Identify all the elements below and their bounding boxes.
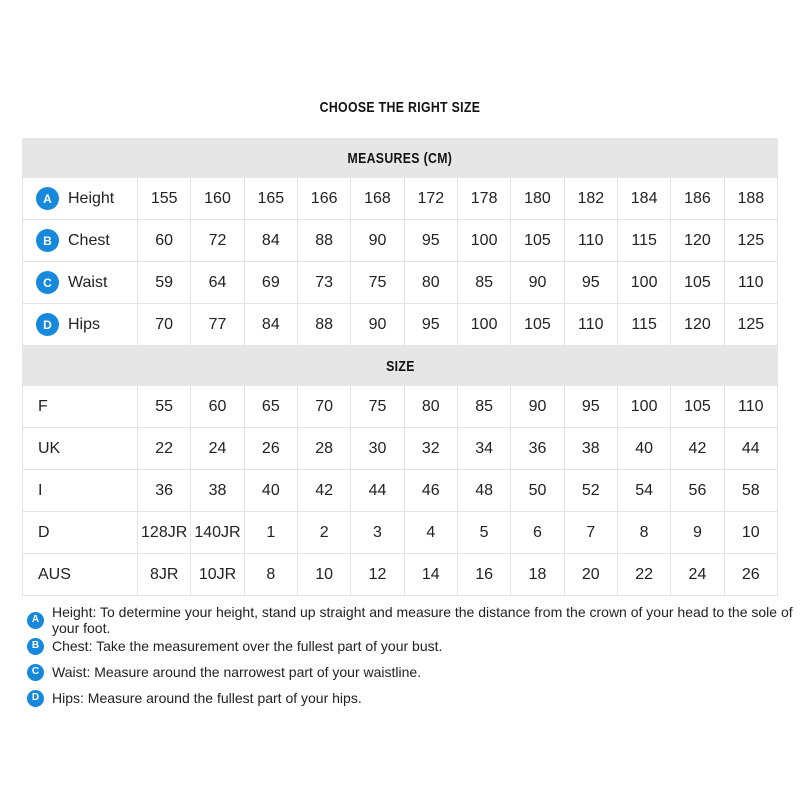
table-cell: 105 (511, 304, 564, 346)
table-row-i (23, 470, 778, 512)
table-cell: 90 (511, 262, 564, 304)
table-cell: 180 (511, 178, 564, 220)
table-cell: 10 (297, 554, 350, 596)
table-cell: 172 (404, 178, 457, 220)
row-label-cell (23, 220, 138, 262)
size-guide-tables (22, 138, 778, 596)
table-cell: 8JR (138, 554, 191, 596)
table-cell: 178 (457, 178, 510, 220)
table-cell: 95 (404, 220, 457, 262)
page-title (0, 0, 800, 115)
row-label-cell (23, 262, 138, 304)
table-cell: 14 (404, 554, 457, 596)
table-row-aus (23, 554, 778, 596)
table-cell: 165 (244, 178, 297, 220)
table-cell: 18 (511, 554, 564, 596)
table-cell: 54 (617, 470, 670, 512)
table-cell: 95 (404, 304, 457, 346)
table-cell: 80 (404, 386, 457, 428)
footnote-text: Hips: Measure around the fullest part of your hips. (52, 690, 362, 706)
table-cell: 44 (351, 470, 404, 512)
row-label-cell (23, 512, 138, 554)
table-cell: 22 (138, 428, 191, 470)
table-cell: 64 (191, 262, 244, 304)
table-cell: 2 (297, 512, 350, 554)
table-row-waist (23, 262, 778, 304)
size-header-text: SIZE (385, 357, 415, 375)
table-cell: 60 (138, 220, 191, 262)
table-cell: 46 (404, 470, 457, 512)
table-cell: 120 (671, 220, 724, 262)
footnote-waist (27, 659, 800, 685)
size-table-header (23, 347, 778, 386)
table-cell: 38 (564, 428, 617, 470)
badge-c-icon: C (36, 271, 59, 294)
table-cell: 95 (564, 386, 617, 428)
row-label-cell (23, 470, 138, 512)
row-label: UK (38, 439, 61, 457)
table-cell: 84 (244, 220, 297, 262)
page-title-text: CHOOSE THE RIGHT SIZE (319, 99, 481, 116)
table-cell: 30 (351, 428, 404, 470)
row-label-cell (23, 386, 138, 428)
table-cell: 70 (297, 386, 350, 428)
table-cell: 22 (617, 554, 670, 596)
table-cell: 115 (617, 304, 670, 346)
table-cell: 59 (138, 262, 191, 304)
table-cell: 9 (671, 512, 724, 554)
table-cell: 26 (724, 554, 777, 596)
table-cell: 5 (457, 512, 510, 554)
table-cell: 75 (351, 386, 404, 428)
badge-a-icon: A (36, 187, 59, 210)
table-cell: 128JR (138, 512, 191, 554)
measures-header-text: MEASURES (CM) (347, 149, 453, 167)
row-label: Chest (68, 231, 110, 249)
table-cell: 100 (617, 386, 670, 428)
table-cell: 110 (564, 304, 617, 346)
table-cell: 40 (617, 428, 670, 470)
table-cell: 75 (351, 262, 404, 304)
row-label: Height (68, 189, 115, 207)
footnote-text: Chest: Take the measurement over the fullest part of your bust. (52, 638, 443, 654)
table-cell: 100 (457, 220, 510, 262)
table-cell: 105 (671, 386, 724, 428)
table-cell: 110 (724, 386, 777, 428)
row-label: F (38, 397, 48, 415)
table-cell: 10 (724, 512, 777, 554)
footnote-text: Waist: Measure around the narrowest part of your waistline. (52, 664, 422, 680)
table-cell: 48 (457, 470, 510, 512)
table-row-chest (23, 220, 778, 262)
row-label-cell (23, 428, 138, 470)
row-label: Waist (68, 273, 108, 291)
table-cell: 105 (671, 262, 724, 304)
table-row-uk (23, 428, 778, 470)
table-cell: 90 (511, 386, 564, 428)
row-label-cell (23, 554, 138, 596)
measures-header-row (23, 139, 778, 178)
table-cell: 12 (351, 554, 404, 596)
table-cell: 24 (671, 554, 724, 596)
table-cell: 166 (297, 178, 350, 220)
table-cell: 50 (511, 470, 564, 512)
row-label: AUS (38, 565, 71, 583)
table-cell: 42 (297, 470, 350, 512)
badge-b-icon: B (27, 638, 44, 655)
table-cell: 40 (244, 470, 297, 512)
table-cell: 24 (191, 428, 244, 470)
badge-c-icon: C (27, 664, 44, 681)
size-header-row (23, 347, 778, 386)
footnote-chest (27, 633, 800, 659)
table-cell: 100 (457, 304, 510, 346)
table-cell: 38 (191, 470, 244, 512)
table-cell: 84 (244, 304, 297, 346)
badge-d-icon: D (27, 690, 44, 707)
table-cell: 26 (244, 428, 297, 470)
table-cell: 58 (724, 470, 777, 512)
table-cell: 155 (138, 178, 191, 220)
table-cell: 110 (564, 220, 617, 262)
table-cell: 16 (457, 554, 510, 596)
badge-a-icon: A (27, 612, 44, 629)
table-cell: 56 (671, 470, 724, 512)
table-cell: 160 (191, 178, 244, 220)
measures-table (22, 138, 778, 346)
size-table (22, 346, 778, 596)
table-cell: 8 (244, 554, 297, 596)
table-cell: 8 (617, 512, 670, 554)
table-cell: 77 (191, 304, 244, 346)
table-cell: 100 (617, 262, 670, 304)
row-label: D (38, 523, 50, 541)
table-cell: 73 (297, 262, 350, 304)
row-label-cell (23, 178, 138, 220)
table-cell: 6 (511, 512, 564, 554)
table-cell: 3 (351, 512, 404, 554)
row-label: I (38, 481, 43, 499)
badge-d-icon: D (36, 313, 59, 336)
table-cell: 140JR (191, 512, 244, 554)
table-cell: 90 (351, 220, 404, 262)
table-cell: 188 (724, 178, 777, 220)
table-cell: 70 (138, 304, 191, 346)
table-cell: 120 (671, 304, 724, 346)
table-cell: 85 (457, 386, 510, 428)
footnotes (27, 604, 800, 711)
table-cell: 125 (724, 304, 777, 346)
row-label: Hips (68, 315, 101, 333)
table-cell: 20 (564, 554, 617, 596)
footnote-height (27, 604, 800, 636)
table-row-hips (23, 304, 778, 346)
table-cell: 88 (297, 220, 350, 262)
table-row-f (23, 386, 778, 428)
table-cell: 32 (404, 428, 457, 470)
table-cell: 182 (564, 178, 617, 220)
table-cell: 69 (244, 262, 297, 304)
table-cell: 110 (724, 262, 777, 304)
table-cell: 60 (191, 386, 244, 428)
table-cell: 1 (244, 512, 297, 554)
table-row-d (23, 512, 778, 554)
table-cell: 186 (671, 178, 724, 220)
table-cell: 55 (138, 386, 191, 428)
table-cell: 52 (564, 470, 617, 512)
footnote-hips (27, 685, 800, 711)
table-cell: 72 (191, 220, 244, 262)
table-cell: 10JR (191, 554, 244, 596)
table-cell: 36 (138, 470, 191, 512)
table-cell: 34 (457, 428, 510, 470)
table-cell: 65 (244, 386, 297, 428)
footnote-text: Height: To determine your height, stand up straight and measure the distance from the crown of your head to the sole of your foot. (52, 604, 793, 636)
row-label-cell (23, 304, 138, 346)
table-cell: 105 (511, 220, 564, 262)
table-cell: 168 (351, 178, 404, 220)
table-cell: 4 (404, 512, 457, 554)
badge-b-icon: B (36, 229, 59, 252)
table-cell: 28 (297, 428, 350, 470)
table-cell: 44 (724, 428, 777, 470)
table-cell: 80 (404, 262, 457, 304)
table-cell: 7 (564, 512, 617, 554)
table-cell: 125 (724, 220, 777, 262)
table-cell: 85 (457, 262, 510, 304)
table-cell: 95 (564, 262, 617, 304)
table-cell: 115 (617, 220, 670, 262)
measures-table-header (23, 139, 778, 178)
table-cell: 36 (511, 428, 564, 470)
table-row-height (23, 178, 778, 220)
table-cell: 184 (617, 178, 670, 220)
table-cell: 90 (351, 304, 404, 346)
table-cell: 42 (671, 428, 724, 470)
table-cell: 88 (297, 304, 350, 346)
